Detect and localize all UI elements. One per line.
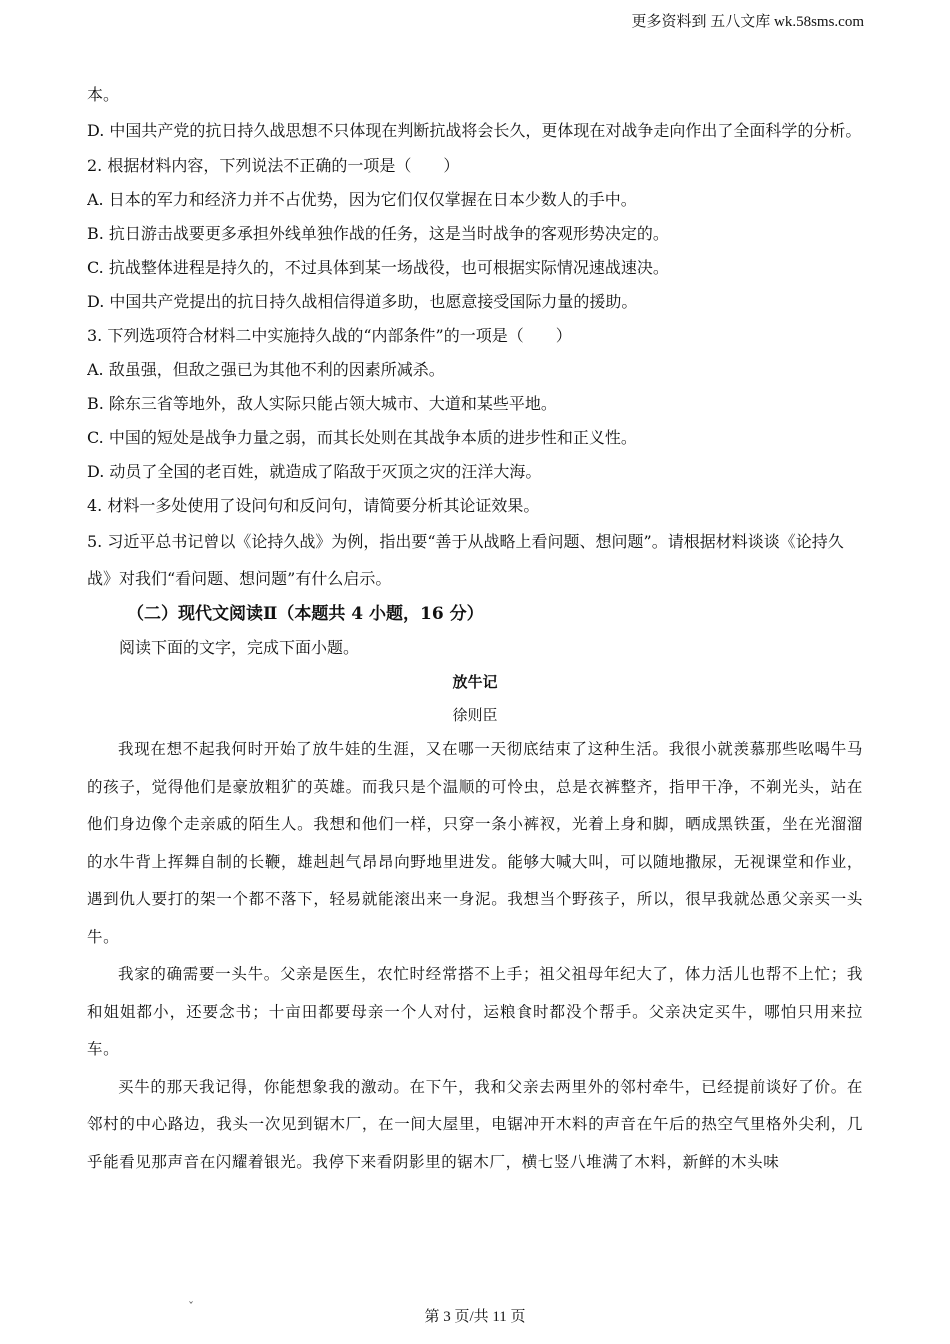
footer-mark: ˇ [188, 1300, 194, 1314]
text-line: D. 中国共产党提出的抗日持久战相信得道多助，也愿意接受国际力量的援助。 [87, 292, 638, 311]
essay [87, 665, 863, 1181]
text-line: 5. 习近平总书记曾以《论持久战》为例，指出要“善于从战略上看问题、想问题”。请根据材料谈谈《论持久战》对我们“看问题、想问题”有什么启示。 [87, 532, 844, 588]
text-line: D. 中国共产党的抗日持久战思想不只体现在判断抗战将会长久，更体现在对战争走向作出了全面科学的分析。 [87, 121, 862, 140]
page-content [87, 78, 863, 1181]
text-line: 2. 根据材料内容，下列说法不正确的一项是（ ） [87, 156, 460, 175]
text-line: B. 抗日游击战要更多承担外线单独作战的任务，这是当时战争的客观形势决定的。 [87, 224, 669, 243]
page-number: 第 3 页/共 11 页 [424, 1309, 526, 1325]
essay-paragraph: 我家的确需要一头牛。父亲是医生，农忙时经常搭不上手；祖父祖母年纪大了，体力活儿也帮不上忙；我和姐姐都小，还要念书；十亩田都要母亲一个人对付，运粮食时都没个帮手。父亲决定买牛，哪怕只用来拉车。 [87, 965, 863, 1058]
text-line: C. 抗战整体进程是持久的，不过具体到某一场战役，也可根据实际情况速战速决。 [87, 258, 669, 277]
text-line: A. 敌虽强，但敌之强已为其他不利的因素所减杀。 [87, 360, 445, 379]
section-intro: 阅读下面的文字，完成下面小题。 [119, 638, 360, 657]
question-lines [87, 78, 863, 597]
text-line: C. 中国的短处是战争力量之弱，而其长处则在其战争本质的进步性和正义性。 [87, 428, 637, 447]
essay-body [87, 731, 863, 1181]
text-line: A. 日本的军力和经济力并不占优势，因为它们仅仅掌握在日本少数人的手中。 [87, 190, 637, 209]
text-line: 3. 下列选项符合材料二中实施持久战的“内部条件”的一项是（ ） [87, 326, 572, 345]
text-line: D. 动员了全国的老百姓，就造成了陷敌于灭顶之灾的汪洋大海。 [87, 462, 542, 481]
text-line: 4. 材料一多处使用了设问句和反问句，请简要分析其论证效果。 [87, 496, 540, 515]
text-line: B. 除东三省等地外，敌人实际只能占领大城市、大道和某些平地。 [87, 394, 557, 413]
text-line: 本。 [87, 85, 120, 104]
header-source-note: 更多资料到 五八文库 wk.58sms.com [631, 14, 864, 30]
essay-title: 放牛记 [452, 673, 498, 691]
essay-paragraph: 我现在想不起我何时开始了放牛娃的生涯，又在哪一天彻底结束了这种生活。我很小就羡慕那些吆喝牛马的孩子，觉得他们是豪放粗犷的英雄。而我只是个温顺的可怜虫，总是衣裤整齐，指甲干净，不剃光头，站在他们身边像个走亲戚的陌生人。我想和他们一样，只穿一条小裤衩，光着上身和脚，晒成黑铁蛋，坐在光溜溜的水牛背上挥舞自制的长鞭，雄赳赳气昂昂向野地里进发。能够大喊大叫，可以随地撒尿，无视课堂和作业，遇到仇人要打的架一个都不落下，轻易就能滚出来一身泥。我想当个野孩子，所以，很早我就怂恿父亲买一头牛。 [87, 740, 863, 946]
essay-paragraph: 买牛的那天我记得，你能想象我的激动。在下午，我和父亲去两里外的邻村牵牛，已经提前谈好了价。在邻村的中心路边，我头一次见到锯木厂，在一间大屋里，电锯冲开木料的声音在午后的热空气里格外尖利，几乎能看见那声音在闪耀着银光。我停下来看阴影里的锯木厂，横七竖八堆满了木料，新鲜的木头味 [87, 1077, 863, 1171]
essay-author: 徐则臣 [452, 706, 498, 724]
section-title: （二）现代文阅读Ⅱ（本题共 4 小题，16 分） [127, 604, 484, 624]
